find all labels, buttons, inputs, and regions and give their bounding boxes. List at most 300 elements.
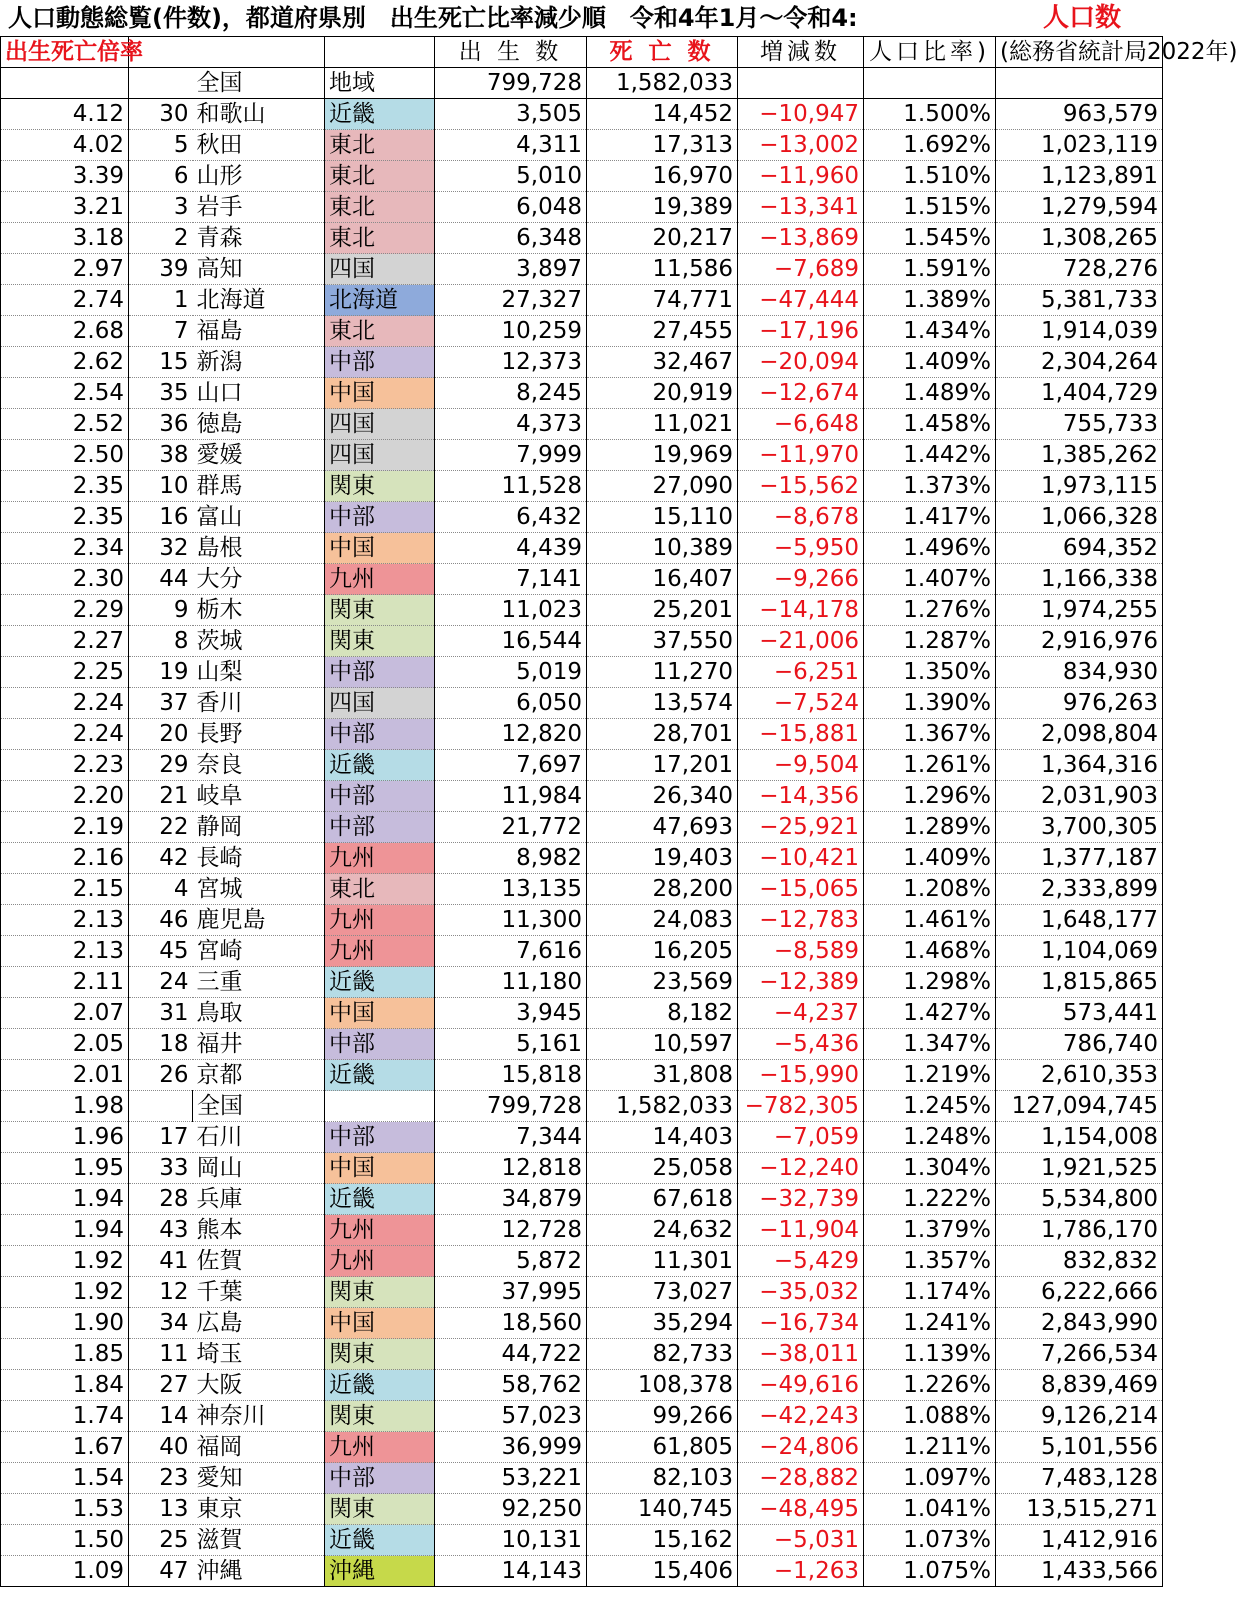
cell-prefecture[interactable]: 滋賀 — [193, 1525, 325, 1556]
cell-prefecture[interactable]: 大阪 — [193, 1370, 325, 1401]
cell-code[interactable]: 32 — [129, 533, 193, 564]
cell-deaths[interactable]: 13,574 — [587, 688, 738, 719]
cell-prefecture[interactable]: 徳島 — [193, 409, 325, 440]
cell-prefecture[interactable]: 鳥取 — [193, 998, 325, 1029]
cell-population[interactable]: 6,222,666 — [996, 1277, 1163, 1308]
cell-code[interactable]: 29 — [129, 750, 193, 781]
cell-prefecture[interactable]: 埼玉 — [193, 1339, 325, 1370]
cell-pct[interactable]: 1.373% — [864, 471, 996, 502]
cell-code[interactable]: 35 — [129, 378, 193, 409]
subheader-region[interactable]: 地域 — [325, 68, 435, 99]
cell-code[interactable]: 42 — [129, 843, 193, 874]
cell-prefecture[interactable]: 栃木 — [193, 595, 325, 626]
cell-births[interactable]: 34,879 — [435, 1184, 587, 1215]
cell-ratio[interactable]: 4.12 — [1, 99, 129, 130]
cell-code[interactable]: 25 — [129, 1525, 193, 1556]
cell-diff[interactable]: −5,429 — [738, 1246, 864, 1277]
cell-population[interactable]: 2,031,903 — [996, 781, 1163, 812]
cell-population[interactable]: 786,740 — [996, 1029, 1163, 1060]
cell-births[interactable]: 21,772 — [435, 812, 587, 843]
cell-diff[interactable]: −13,869 — [738, 223, 864, 254]
cell-population[interactable]: 1,279,594 — [996, 192, 1163, 223]
subheader-deaths[interactable]: 1,582,033 — [587, 68, 738, 99]
cell-ratio[interactable]: 1.96 — [1, 1122, 129, 1153]
cell-code[interactable]: 2 — [129, 223, 193, 254]
cell-births[interactable]: 12,373 — [435, 347, 587, 378]
cell-pct[interactable]: 1.245% — [864, 1091, 996, 1122]
cell-code[interactable]: 26 — [129, 1060, 193, 1091]
cell-deaths[interactable]: 61,805 — [587, 1432, 738, 1463]
cell-region[interactable]: 四国 — [325, 688, 435, 719]
cell-diff[interactable]: −16,734 — [738, 1308, 864, 1339]
cell-deaths[interactable]: 20,919 — [587, 378, 738, 409]
cell-births[interactable]: 14,143 — [435, 1556, 587, 1587]
cell-region[interactable]: 中国 — [325, 1308, 435, 1339]
cell-ratio[interactable]: 2.68 — [1, 316, 129, 347]
cell-ratio[interactable]: 1.92 — [1, 1246, 129, 1277]
cell-prefecture[interactable]: 高知 — [193, 254, 325, 285]
cell-prefecture[interactable]: 東京 — [193, 1494, 325, 1525]
cell-deaths[interactable]: 15,162 — [587, 1525, 738, 1556]
subheader-ratio[interactable] — [1, 68, 129, 99]
cell-population[interactable]: 5,381,733 — [996, 285, 1163, 316]
header-diff[interactable]: 増減数 — [738, 37, 864, 68]
cell-ratio[interactable]: 4.02 — [1, 130, 129, 161]
cell-births[interactable]: 4,439 — [435, 533, 587, 564]
cell-ratio[interactable]: 2.19 — [1, 812, 129, 843]
cell-region[interactable]: 関東 — [325, 595, 435, 626]
cell-deaths[interactable]: 27,455 — [587, 316, 738, 347]
cell-deaths[interactable]: 23,569 — [587, 967, 738, 998]
cell-pct[interactable]: 1.174% — [864, 1277, 996, 1308]
cell-prefecture[interactable]: 福岡 — [193, 1432, 325, 1463]
cell-ratio[interactable]: 2.05 — [1, 1029, 129, 1060]
cell-diff[interactable]: −15,065 — [738, 874, 864, 905]
cell-region[interactable]: 東北 — [325, 161, 435, 192]
cell-prefecture[interactable]: 岡山 — [193, 1153, 325, 1184]
cell-deaths[interactable]: 16,970 — [587, 161, 738, 192]
cell-births[interactable]: 4,373 — [435, 409, 587, 440]
cell-pct[interactable]: 1.357% — [864, 1246, 996, 1277]
cell-ratio[interactable]: 2.07 — [1, 998, 129, 1029]
cell-population[interactable]: 7,483,128 — [996, 1463, 1163, 1494]
cell-births[interactable]: 10,259 — [435, 316, 587, 347]
cell-population[interactable]: 127,094,745 — [996, 1091, 1163, 1122]
cell-population[interactable]: 2,098,804 — [996, 719, 1163, 750]
cell-deaths[interactable]: 25,201 — [587, 595, 738, 626]
cell-population[interactable]: 1,914,039 — [996, 316, 1163, 347]
cell-prefecture[interactable]: 秋田 — [193, 130, 325, 161]
cell-pct[interactable]: 1.496% — [864, 533, 996, 564]
cell-code[interactable]: 43 — [129, 1215, 193, 1246]
cell-region[interactable]: 東北 — [325, 874, 435, 905]
cell-region[interactable]: 関東 — [325, 1401, 435, 1432]
cell-prefecture[interactable]: 岐阜 — [193, 781, 325, 812]
cell-population[interactable]: 9,126,214 — [996, 1401, 1163, 1432]
cell-deaths[interactable]: 26,340 — [587, 781, 738, 812]
cell-diff[interactable]: −9,504 — [738, 750, 864, 781]
cell-births[interactable]: 7,141 — [435, 564, 587, 595]
cell-births[interactable]: 12,820 — [435, 719, 587, 750]
cell-pct[interactable]: 1.041% — [864, 1494, 996, 1525]
cell-diff[interactable]: −32,739 — [738, 1184, 864, 1215]
cell-births[interactable]: 3,945 — [435, 998, 587, 1029]
cell-ratio[interactable]: 2.13 — [1, 936, 129, 967]
cell-ratio[interactable]: 1.94 — [1, 1184, 129, 1215]
cell-code[interactable]: 41 — [129, 1246, 193, 1277]
cell-code[interactable]: 17 — [129, 1122, 193, 1153]
cell-ratio[interactable]: 2.25 — [1, 657, 129, 688]
cell-deaths[interactable]: 11,301 — [587, 1246, 738, 1277]
cell-region[interactable]: 中部 — [325, 657, 435, 688]
cell-deaths[interactable]: 17,201 — [587, 750, 738, 781]
cell-diff[interactable]: −35,032 — [738, 1277, 864, 1308]
cell-births[interactable]: 7,344 — [435, 1122, 587, 1153]
cell-deaths[interactable]: 31,808 — [587, 1060, 738, 1091]
cell-code[interactable]: 16 — [129, 502, 193, 533]
cell-prefecture[interactable]: 神奈川 — [193, 1401, 325, 1432]
cell-ratio[interactable]: 3.21 — [1, 192, 129, 223]
cell-ratio[interactable]: 3.39 — [1, 161, 129, 192]
cell-births[interactable]: 12,818 — [435, 1153, 587, 1184]
cell-ratio[interactable]: 1.94 — [1, 1215, 129, 1246]
cell-diff[interactable]: −20,094 — [738, 347, 864, 378]
cell-prefecture[interactable]: 愛知 — [193, 1463, 325, 1494]
cell-ratio[interactable]: 2.24 — [1, 719, 129, 750]
cell-code[interactable]: 37 — [129, 688, 193, 719]
cell-ratio[interactable]: 2.52 — [1, 409, 129, 440]
cell-prefecture[interactable]: 茨城 — [193, 626, 325, 657]
header-ratio[interactable]: 出生死亡倍率 — [1, 37, 129, 68]
cell-region[interactable]: 九州 — [325, 1432, 435, 1463]
cell-deaths[interactable]: 14,403 — [587, 1122, 738, 1153]
cell-births[interactable]: 3,505 — [435, 99, 587, 130]
cell-population[interactable]: 13,515,271 — [996, 1494, 1163, 1525]
cell-population[interactable]: 1,066,328 — [996, 502, 1163, 533]
cell-prefecture[interactable]: 北海道 — [193, 285, 325, 316]
cell-deaths[interactable]: 11,586 — [587, 254, 738, 285]
cell-deaths[interactable]: 32,467 — [587, 347, 738, 378]
cell-region[interactable]: 東北 — [325, 316, 435, 347]
cell-code[interactable]: 27 — [129, 1370, 193, 1401]
cell-diff[interactable]: −12,783 — [738, 905, 864, 936]
cell-population[interactable]: 1,412,916 — [996, 1525, 1163, 1556]
cell-region[interactable]: 中部 — [325, 502, 435, 533]
cell-population[interactable]: 1,648,177 — [996, 905, 1163, 936]
cell-region[interactable]: 中部 — [325, 812, 435, 843]
cell-deaths[interactable]: 8,182 — [587, 998, 738, 1029]
cell-deaths[interactable]: 24,083 — [587, 905, 738, 936]
cell-region[interactable]: 中部 — [325, 1122, 435, 1153]
cell-region[interactable]: 中部 — [325, 347, 435, 378]
cell-diff[interactable]: −49,616 — [738, 1370, 864, 1401]
cell-diff[interactable]: −5,436 — [738, 1029, 864, 1060]
cell-births[interactable]: 5,010 — [435, 161, 587, 192]
cell-region[interactable]: 近畿 — [325, 967, 435, 998]
cell-diff[interactable]: −14,178 — [738, 595, 864, 626]
cell-population[interactable]: 1,385,262 — [996, 440, 1163, 471]
cell-deaths[interactable]: 1,582,033 — [587, 1091, 738, 1122]
cell-ratio[interactable]: 1.09 — [1, 1556, 129, 1587]
cell-region[interactable]: 九州 — [325, 1215, 435, 1246]
cell-ratio[interactable]: 1.74 — [1, 1401, 129, 1432]
cell-code[interactable]: 38 — [129, 440, 193, 471]
cell-code[interactable]: 6 — [129, 161, 193, 192]
cell-code[interactable]: 31 — [129, 998, 193, 1029]
cell-code[interactable]: 23 — [129, 1463, 193, 1494]
cell-ratio[interactable]: 1.53 — [1, 1494, 129, 1525]
cell-prefecture[interactable]: 岩手 — [193, 192, 325, 223]
cell-deaths[interactable]: 67,618 — [587, 1184, 738, 1215]
cell-region[interactable] — [325, 1091, 435, 1122]
cell-ratio[interactable]: 2.97 — [1, 254, 129, 285]
cell-code[interactable]: 33 — [129, 1153, 193, 1184]
cell-region[interactable]: 中国 — [325, 998, 435, 1029]
cell-deaths[interactable]: 25,058 — [587, 1153, 738, 1184]
cell-population[interactable]: 573,441 — [996, 998, 1163, 1029]
cell-code[interactable]: 7 — [129, 316, 193, 347]
cell-pct[interactable]: 1.088% — [864, 1401, 996, 1432]
cell-births[interactable]: 5,872 — [435, 1246, 587, 1277]
cell-births[interactable]: 7,999 — [435, 440, 587, 471]
cell-diff[interactable]: −782,305 — [738, 1091, 864, 1122]
cell-prefecture[interactable]: 鹿児島 — [193, 905, 325, 936]
cell-pct[interactable]: 1.289% — [864, 812, 996, 843]
cell-pct[interactable]: 1.276% — [864, 595, 996, 626]
cell-prefecture[interactable]: 新潟 — [193, 347, 325, 378]
cell-diff[interactable]: −11,904 — [738, 1215, 864, 1246]
cell-code[interactable]: 5 — [129, 130, 193, 161]
cell-code[interactable]: 18 — [129, 1029, 193, 1060]
cell-code[interactable]: 34 — [129, 1308, 193, 1339]
subheader-pct[interactable] — [864, 68, 996, 99]
cell-diff[interactable]: −42,243 — [738, 1401, 864, 1432]
cell-pct[interactable]: 1.139% — [864, 1339, 996, 1370]
cell-pct[interactable]: 1.500% — [864, 99, 996, 130]
cell-diff[interactable]: −12,240 — [738, 1153, 864, 1184]
cell-prefecture[interactable]: 兵庫 — [193, 1184, 325, 1215]
cell-region[interactable]: 九州 — [325, 936, 435, 967]
cell-population[interactable]: 1,433,566 — [996, 1556, 1163, 1587]
cell-diff[interactable]: −13,341 — [738, 192, 864, 223]
cell-births[interactable]: 36,999 — [435, 1432, 587, 1463]
cell-pct[interactable]: 1.350% — [864, 657, 996, 688]
cell-prefecture[interactable]: 長野 — [193, 719, 325, 750]
cell-prefecture[interactable]: 沖縄 — [193, 1556, 325, 1587]
cell-ratio[interactable]: 1.98 — [1, 1091, 129, 1122]
cell-prefecture[interactable]: 群馬 — [193, 471, 325, 502]
cell-diff[interactable]: −38,011 — [738, 1339, 864, 1370]
cell-births[interactable]: 11,300 — [435, 905, 587, 936]
cell-births[interactable]: 6,048 — [435, 192, 587, 223]
cell-population[interactable]: 755,733 — [996, 409, 1163, 440]
cell-code[interactable]: 28 — [129, 1184, 193, 1215]
cell-births[interactable]: 6,432 — [435, 502, 587, 533]
cell-population[interactable]: 5,101,556 — [996, 1432, 1163, 1463]
cell-code[interactable]: 44 — [129, 564, 193, 595]
cell-pct[interactable]: 1.075% — [864, 1556, 996, 1587]
cell-diff[interactable]: −8,589 — [738, 936, 864, 967]
cell-population[interactable]: 2,304,264 — [996, 347, 1163, 378]
cell-ratio[interactable]: 1.95 — [1, 1153, 129, 1184]
cell-population[interactable]: 1,023,119 — [996, 130, 1163, 161]
cell-births[interactable]: 5,019 — [435, 657, 587, 688]
cell-region[interactable]: 近畿 — [325, 750, 435, 781]
cell-ratio[interactable]: 2.24 — [1, 688, 129, 719]
cell-deaths[interactable]: 10,597 — [587, 1029, 738, 1060]
cell-ratio[interactable]: 1.50 — [1, 1525, 129, 1556]
cell-deaths[interactable]: 28,200 — [587, 874, 738, 905]
cell-code[interactable]: 13 — [129, 1494, 193, 1525]
cell-population[interactable]: 2,916,976 — [996, 626, 1163, 657]
cell-deaths[interactable]: 140,745 — [587, 1494, 738, 1525]
cell-diff[interactable]: −25,921 — [738, 812, 864, 843]
cell-population[interactable]: 963,579 — [996, 99, 1163, 130]
cell-prefecture[interactable]: 静岡 — [193, 812, 325, 843]
cell-code[interactable]: 40 — [129, 1432, 193, 1463]
cell-pct[interactable]: 1.489% — [864, 378, 996, 409]
cell-pct[interactable]: 1.591% — [864, 254, 996, 285]
cell-prefecture[interactable]: 山形 — [193, 161, 325, 192]
cell-code[interactable]: 19 — [129, 657, 193, 688]
cell-diff[interactable]: −24,806 — [738, 1432, 864, 1463]
cell-code[interactable]: 46 — [129, 905, 193, 936]
cell-births[interactable]: 27,327 — [435, 285, 587, 316]
cell-ratio[interactable]: 2.16 — [1, 843, 129, 874]
cell-code[interactable]: 11 — [129, 1339, 193, 1370]
cell-prefecture[interactable]: 山梨 — [193, 657, 325, 688]
cell-code[interactable]: 24 — [129, 967, 193, 998]
cell-region[interactable]: 中国 — [325, 378, 435, 409]
cell-ratio[interactable]: 2.30 — [1, 564, 129, 595]
cell-region[interactable]: 九州 — [325, 1246, 435, 1277]
cell-births[interactable]: 92,250 — [435, 1494, 587, 1525]
cell-diff[interactable]: −7,524 — [738, 688, 864, 719]
cell-deaths[interactable]: 19,403 — [587, 843, 738, 874]
cell-ratio[interactable]: 1.67 — [1, 1432, 129, 1463]
cell-pct[interactable]: 1.219% — [864, 1060, 996, 1091]
cell-births[interactable]: 4,311 — [435, 130, 587, 161]
cell-diff[interactable]: −13,002 — [738, 130, 864, 161]
cell-code[interactable]: 3 — [129, 192, 193, 223]
cell-population[interactable]: 1,166,338 — [996, 564, 1163, 595]
cell-pct[interactable]: 1.389% — [864, 285, 996, 316]
cell-region[interactable]: 東北 — [325, 192, 435, 223]
cell-ratio[interactable]: 2.01 — [1, 1060, 129, 1091]
cell-population[interactable]: 5,534,800 — [996, 1184, 1163, 1215]
cell-prefecture[interactable]: 福井 — [193, 1029, 325, 1060]
subheader-pop[interactable] — [996, 68, 1163, 99]
cell-region[interactable]: 北海道 — [325, 285, 435, 316]
cell-ratio[interactable]: 2.13 — [1, 905, 129, 936]
cell-ratio[interactable]: 1.85 — [1, 1339, 129, 1370]
cell-population[interactable]: 728,276 — [996, 254, 1163, 285]
cell-ratio[interactable]: 2.50 — [1, 440, 129, 471]
cell-pct[interactable]: 1.211% — [864, 1432, 996, 1463]
cell-ratio[interactable]: 2.23 — [1, 750, 129, 781]
cell-code[interactable]: 22 — [129, 812, 193, 843]
cell-births[interactable]: 10,131 — [435, 1525, 587, 1556]
cell-ratio[interactable]: 2.20 — [1, 781, 129, 812]
cell-prefecture[interactable]: 全国 — [193, 1091, 325, 1122]
cell-region[interactable]: 九州 — [325, 564, 435, 595]
cell-births[interactable]: 57,023 — [435, 1401, 587, 1432]
subheader-diff[interactable] — [738, 68, 864, 99]
cell-population[interactable]: 1,815,865 — [996, 967, 1163, 998]
cell-pct[interactable]: 1.461% — [864, 905, 996, 936]
cell-ratio[interactable]: 2.29 — [1, 595, 129, 626]
cell-region[interactable]: 近畿 — [325, 1525, 435, 1556]
cell-population[interactable]: 2,333,899 — [996, 874, 1163, 905]
header-pref[interactable] — [193, 37, 325, 68]
cell-prefecture[interactable]: 福島 — [193, 316, 325, 347]
cell-births[interactable]: 799,728 — [435, 1091, 587, 1122]
cell-prefecture[interactable]: 島根 — [193, 533, 325, 564]
subheader-births[interactable]: 799,728 — [435, 68, 587, 99]
cell-pct[interactable]: 1.073% — [864, 1525, 996, 1556]
cell-code[interactable]: 4 — [129, 874, 193, 905]
cell-ratio[interactable]: 2.54 — [1, 378, 129, 409]
cell-pct[interactable]: 1.510% — [864, 161, 996, 192]
cell-pct[interactable]: 1.298% — [864, 967, 996, 998]
cell-births[interactable]: 11,528 — [435, 471, 587, 502]
cell-code[interactable]: 9 — [129, 595, 193, 626]
cell-population[interactable]: 8,839,469 — [996, 1370, 1163, 1401]
cell-population[interactable]: 1,154,008 — [996, 1122, 1163, 1153]
cell-code[interactable]: 12 — [129, 1277, 193, 1308]
cell-code[interactable]: 47 — [129, 1556, 193, 1587]
cell-deaths[interactable]: 19,389 — [587, 192, 738, 223]
cell-deaths[interactable]: 35,294 — [587, 1308, 738, 1339]
cell-region[interactable]: 関東 — [325, 1277, 435, 1308]
cell-region[interactable]: 九州 — [325, 905, 435, 936]
cell-diff[interactable]: −17,196 — [738, 316, 864, 347]
cell-prefecture[interactable]: 千葉 — [193, 1277, 325, 1308]
cell-deaths[interactable]: 82,103 — [587, 1463, 738, 1494]
cell-diff[interactable]: −47,444 — [738, 285, 864, 316]
cell-deaths[interactable]: 74,771 — [587, 285, 738, 316]
cell-code[interactable]: 45 — [129, 936, 193, 967]
header-pop-note[interactable]: (総務省統計局2022年) — [996, 37, 1163, 68]
cell-births[interactable]: 5,161 — [435, 1029, 587, 1060]
cell-pct[interactable]: 1.417% — [864, 502, 996, 533]
cell-pct[interactable]: 1.442% — [864, 440, 996, 471]
cell-region[interactable]: 中部 — [325, 719, 435, 750]
cell-ratio[interactable]: 2.35 — [1, 502, 129, 533]
cell-diff[interactable]: −10,421 — [738, 843, 864, 874]
cell-region[interactable]: 中部 — [325, 781, 435, 812]
cell-region[interactable]: 四国 — [325, 440, 435, 471]
cell-ratio[interactable]: 2.62 — [1, 347, 129, 378]
cell-diff[interactable]: −15,990 — [738, 1060, 864, 1091]
cell-code[interactable]: 8 — [129, 626, 193, 657]
cell-region[interactable]: 九州 — [325, 843, 435, 874]
cell-pct[interactable]: 1.409% — [864, 843, 996, 874]
cell-births[interactable]: 37,995 — [435, 1277, 587, 1308]
cell-births[interactable]: 15,818 — [435, 1060, 587, 1091]
cell-deaths[interactable]: 24,632 — [587, 1215, 738, 1246]
cell-code[interactable]: 20 — [129, 719, 193, 750]
cell-region[interactable]: 中部 — [325, 1463, 435, 1494]
cell-region[interactable]: 東北 — [325, 223, 435, 254]
cell-births[interactable]: 11,023 — [435, 595, 587, 626]
header-region[interactable] — [325, 37, 435, 68]
cell-deaths[interactable]: 16,205 — [587, 936, 738, 967]
header-deaths[interactable]: 死 亡 数 — [587, 37, 738, 68]
cell-code[interactable]: 1 — [129, 285, 193, 316]
cell-code[interactable]: 21 — [129, 781, 193, 812]
cell-code[interactable]: 36 — [129, 409, 193, 440]
